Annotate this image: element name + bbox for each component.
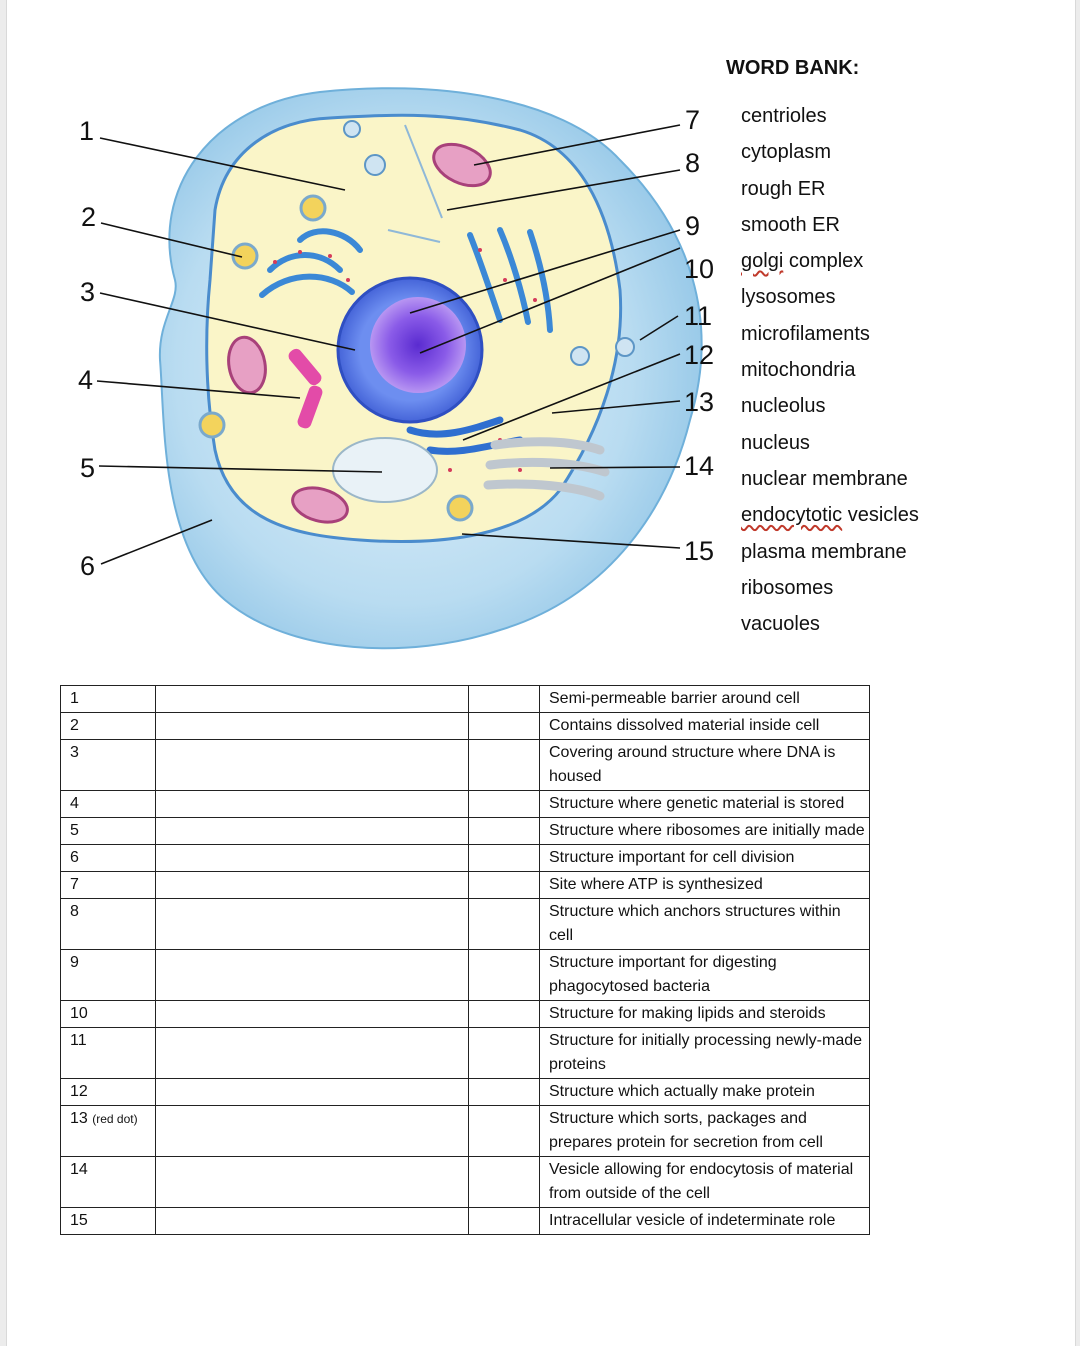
word-bank-item: ribosomes: [741, 576, 834, 599]
label-9: 9: [685, 211, 701, 241]
blank-cell[interactable]: [469, 1079, 540, 1106]
word-bank-list: [741, 104, 919, 648]
blank-cell[interactable]: [469, 1001, 540, 1028]
table-row: [61, 686, 870, 713]
description-cell: Structure which sorts, packages and prepares protein for secretion from cell: [540, 1106, 870, 1157]
word-bank-item: cytoplasm: [741, 141, 832, 164]
table-row: [61, 845, 870, 872]
blank-cell[interactable]: [469, 1106, 540, 1157]
row-number: 1: [70, 690, 79, 707]
row-number: 8: [70, 903, 79, 920]
label-13: 13: [684, 387, 715, 417]
label-3: 3: [80, 277, 96, 307]
blank-cell[interactable]: [469, 1208, 540, 1235]
row-number-cell: [61, 872, 156, 899]
answer-cell[interactable]: [156, 818, 469, 845]
answer-cell[interactable]: [156, 1106, 469, 1157]
row-number-cell: [61, 1157, 156, 1208]
nucleus-shape: [370, 297, 466, 393]
table-row: [61, 791, 870, 818]
description-cell: Intracellular vesicle of indeterminate role: [540, 1208, 870, 1235]
row-number-cell: [61, 1208, 156, 1235]
word-bank-item: nuclear membrane: [741, 467, 908, 490]
table-row: [61, 1079, 870, 1106]
answer-cell[interactable]: [156, 791, 469, 818]
label-6: 6: [80, 551, 96, 581]
description-cell: Semi-permeable barrier around cell: [540, 686, 870, 713]
row-number-cell: [61, 713, 156, 740]
vacuole-network-shape: [333, 438, 437, 502]
answer-table: [60, 685, 870, 1235]
row-number-cell: [61, 1001, 156, 1028]
description-cell: Structure which actually make protein: [540, 1079, 870, 1106]
row-number: 11: [70, 1032, 87, 1049]
word-bank-item: vacuoles: [741, 613, 820, 636]
row-number-cell: [61, 1106, 156, 1157]
word-bank-item: smooth ER: [741, 213, 840, 236]
description-cell: Site where ATP is synthesized: [540, 872, 870, 899]
row-number: 9: [70, 954, 79, 971]
description-cell: Structure important for digesting phagocytosed bacteria: [540, 950, 870, 1001]
row-number: 2: [70, 717, 79, 734]
description-cell: Contains dissolved material inside cell: [540, 713, 870, 740]
label-1: 1: [79, 116, 95, 146]
answer-cell[interactable]: [156, 686, 469, 713]
row-number: 3: [70, 744, 79, 761]
row-number-cell: [61, 740, 156, 791]
label-4: 4: [78, 365, 94, 395]
endocytotic-word: endocytotic: [741, 504, 843, 527]
row-number: 13: [70, 1110, 88, 1127]
row-number: 6: [70, 849, 79, 866]
table-row: [61, 713, 870, 740]
blank-cell[interactable]: [469, 818, 540, 845]
answer-cell[interactable]: [156, 1028, 469, 1079]
label-15: 15: [684, 536, 715, 566]
description-cell: Covering around structure where DNA is housed: [540, 740, 870, 791]
answer-cell[interactable]: [156, 740, 469, 791]
answer-cell[interactable]: [156, 872, 469, 899]
row-number-cell: [61, 950, 156, 1001]
row-number: 10: [70, 1005, 88, 1022]
word-bank-item: mitochondria: [741, 359, 856, 382]
blank-cell[interactable]: [469, 713, 540, 740]
row-number-cell: [61, 899, 156, 950]
endocytotic-rest: vesicles: [842, 504, 919, 527]
word-bank-item: nucleolus: [741, 395, 826, 418]
table-row: [61, 1028, 870, 1079]
golgi-rest: complex: [783, 250, 864, 273]
row-number: 14: [70, 1161, 88, 1178]
word-bank-title: WORD BANK:: [726, 57, 860, 79]
blank-cell[interactable]: [469, 1157, 540, 1208]
description-cell: Structure which anchors structures within cell: [540, 899, 870, 950]
word-bank-item: lysosomes: [741, 286, 836, 309]
description-cell: Structure for initially processing newly-made proteins: [540, 1028, 870, 1079]
description-cell: Structure where ribosomes are initially made: [540, 818, 870, 845]
answer-cell[interactable]: [156, 1157, 469, 1208]
label-7: 7: [685, 105, 701, 135]
golgi-word: golgi: [741, 250, 784, 273]
label-2: 2: [81, 202, 97, 232]
answer-cell[interactable]: [156, 950, 469, 1001]
word-bank-item: rough ER: [741, 177, 826, 200]
word-bank-item: plasma membrane: [741, 540, 907, 563]
blank-cell[interactable]: [469, 899, 540, 950]
row-number: 7: [70, 876, 79, 893]
blank-cell[interactable]: [469, 686, 540, 713]
table-row: [61, 950, 870, 1001]
row-number-cell: [61, 1028, 156, 1079]
row-number: 5: [70, 822, 79, 839]
table-row: [61, 1208, 870, 1235]
row-number-cell: [61, 845, 156, 872]
row-number-cell: [61, 818, 156, 845]
row-number: 15: [70, 1212, 88, 1229]
label-8: 8: [685, 148, 701, 178]
row-number: 12: [70, 1083, 88, 1100]
word-bank-item: [741, 249, 919, 285]
table-row: [61, 1001, 870, 1028]
table-row: [61, 872, 870, 899]
blank-cell[interactable]: [469, 950, 540, 1001]
word-bank-item: microfilaments: [741, 322, 870, 345]
row-number: 4: [70, 795, 79, 812]
answer-cell[interactable]: [156, 1001, 469, 1028]
blank-cell[interactable]: [469, 872, 540, 899]
table-row: [61, 1106, 870, 1157]
table-row: [61, 818, 870, 845]
blank-cell[interactable]: [469, 1028, 540, 1079]
answer-cell[interactable]: [156, 1079, 469, 1106]
description-cell: Vesicle allowing for endocytosis of material from outside of the cell: [540, 1157, 870, 1208]
label-11: 11: [684, 301, 713, 331]
answer-cell[interactable]: [156, 713, 469, 740]
answer-cell[interactable]: [156, 899, 469, 950]
table-row: [61, 899, 870, 950]
table-row: [61, 740, 870, 791]
word-bank-item: [741, 503, 919, 539]
label-10: 10: [684, 254, 715, 284]
label-12: 12: [684, 340, 715, 370]
description-cell: Structure for making lipids and steroids: [540, 1001, 870, 1028]
blank-cell[interactable]: [469, 845, 540, 872]
blank-cell[interactable]: [469, 791, 540, 818]
answer-cell[interactable]: [156, 1208, 469, 1235]
table-row: [61, 1157, 870, 1208]
row-number-cell: [61, 791, 156, 818]
row-number-cell: [61, 686, 156, 713]
word-bank-item: nucleus: [741, 431, 810, 454]
row-note: (red dot): [92, 1112, 138, 1126]
word-bank-item: centrioles: [741, 105, 827, 127]
label-14: 14: [684, 451, 715, 481]
description-cell: Structure important for cell division: [540, 845, 870, 872]
blank-cell[interactable]: [469, 740, 540, 791]
label-5: 5: [80, 453, 96, 483]
answer-cell[interactable]: [156, 845, 469, 872]
row-number-cell: [61, 1079, 156, 1106]
description-cell: Structure where genetic material is stored: [540, 791, 870, 818]
